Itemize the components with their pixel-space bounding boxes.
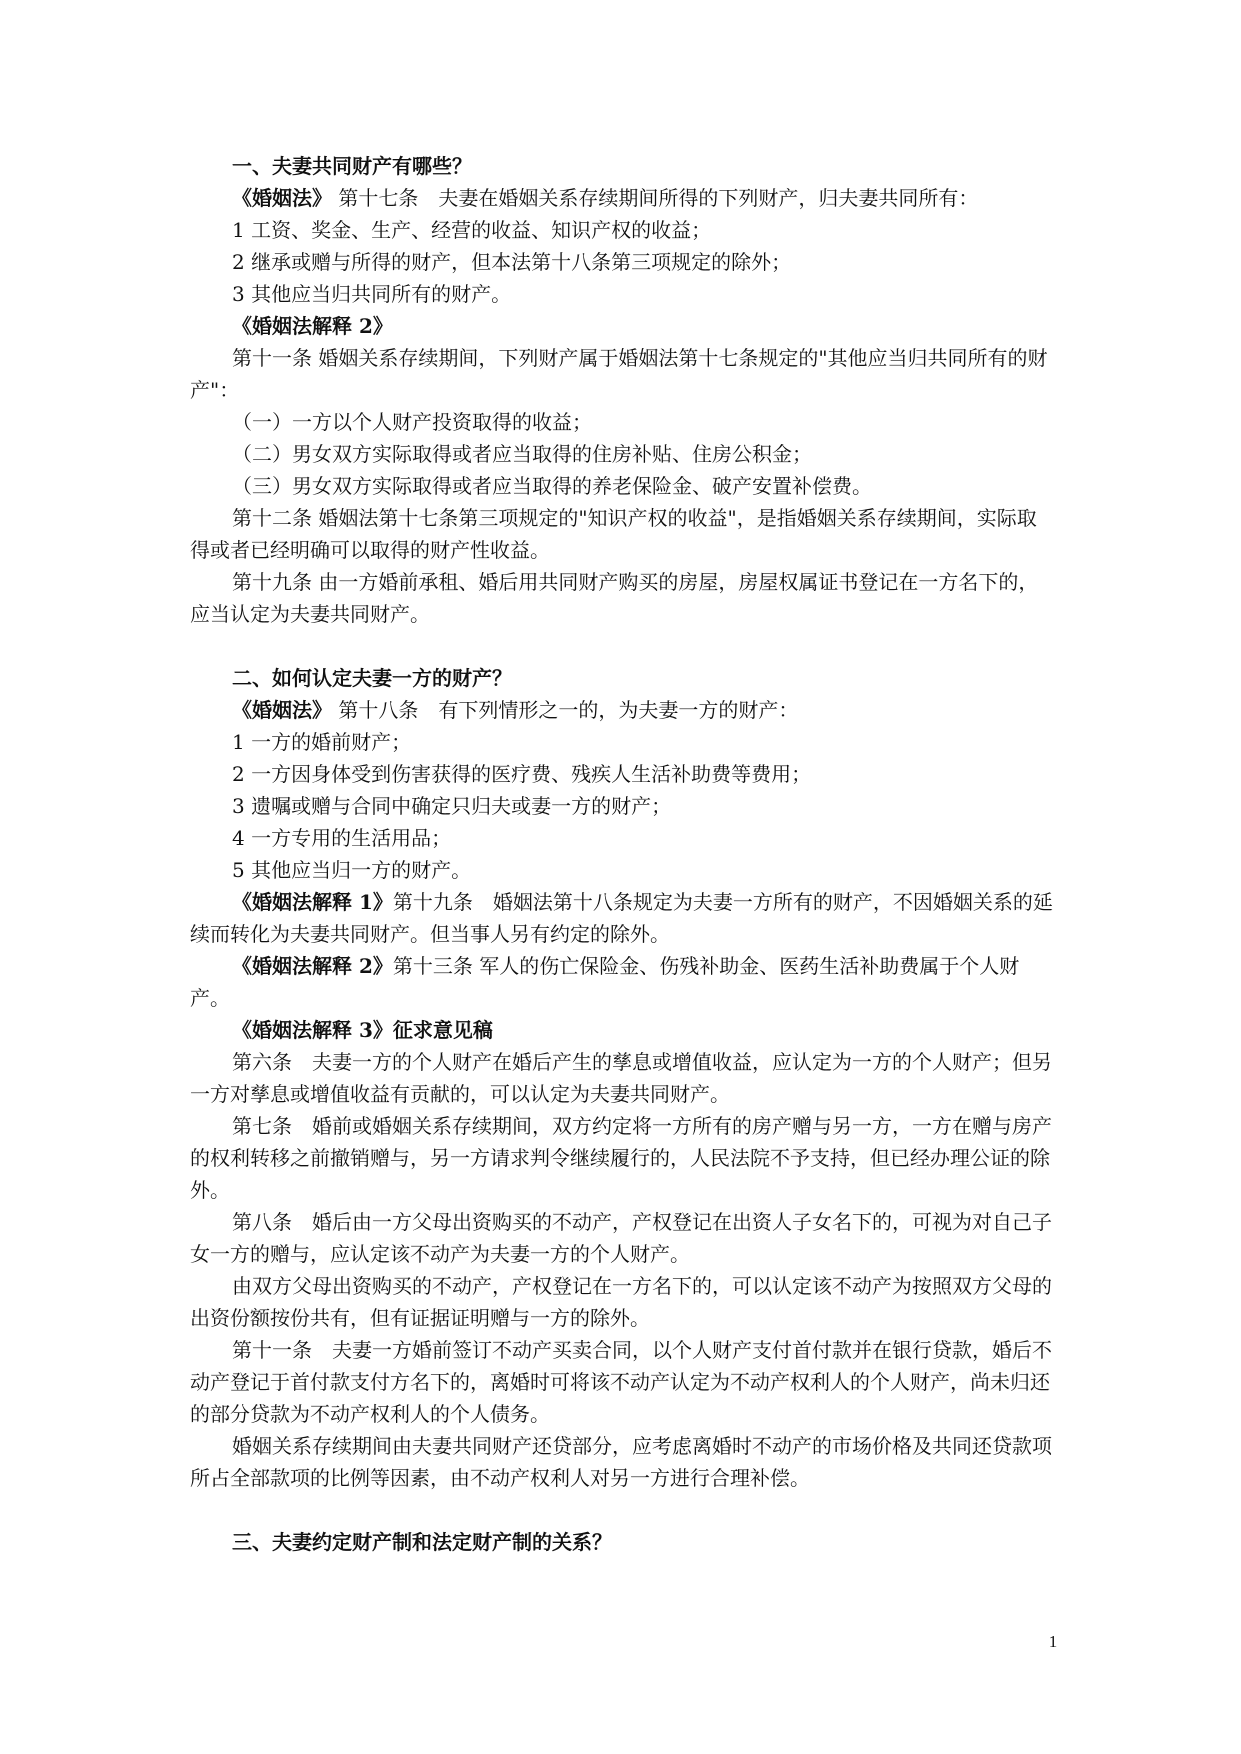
list-item: 4 一方专用的生活用品； (232, 826, 452, 850)
page-number: 1 (1048, 1632, 1058, 1651)
section-1-heading: 一、夫妻共同财产有哪些？ (232, 154, 472, 178)
article-paragraph: 第六条 夫妻一方的个人财产在婚后产生的孳息或增值收益，应认定为一方的个人财产；但另一方对孳息或增值收益有贡献的，可以认定为夫妻共同财产。 (190, 1050, 1052, 1106)
interpretation-1-text: 第十九条 婚姻法第十八条规定为夫妻一方所有的财产，不因婚姻关系的延续而转化为夫妻共同财产。但当事人另有约定的除外。 (190, 890, 1053, 946)
law-article-18 (190, 694, 1054, 726)
list-item: 1 工资、奖金、生产、经营的收益、知识产权的收益； (232, 218, 712, 242)
article-11-paragraph: 第十一条 婚姻关系存续期间，下列财产属于婚姻法第十七条规定的"其他应当归共同所有的财产"： (190, 346, 1048, 402)
interpretation-3-title: 《婚姻法解释 3》征求意见稿 (232, 1018, 493, 1042)
list-item: 3 其他应当归共同所有的财产。 (232, 282, 512, 306)
interpretation-1-source: 《婚姻法解释 1》 (232, 890, 393, 914)
list-item: （二）男女双方实际取得或者应当取得的住房补贴、住房公积金； (232, 442, 812, 466)
document-body (190, 150, 1054, 1558)
interpretation-2-source: 《婚姻法解释 2》 (232, 954, 393, 978)
article-paragraph: 婚姻关系存续期间由夫妻共同财产还贷部分，应考虑离婚时不动产的市场价格及共同还贷款项所占全部款项的比例等因素，由不动产权利人对另一方进行合理补偿。 (190, 1434, 1052, 1490)
list-item: 1 一方的婚前财产； (232, 730, 412, 754)
interpretation-2-paragraph (190, 950, 1054, 1014)
law-source: 《婚姻法》 (232, 186, 332, 210)
list-item: （三）男女双方实际取得或者应当取得的养老保险金、破产安置补偿费。 (232, 474, 872, 498)
article-paragraph: 由双方父母出资购买的不动产，产权登记在一方名下的，可以认定该不动产为按照双方父母的出资份额按份共有，但有证据证明赠与一方的除外。 (190, 1274, 1052, 1330)
section-spacer (190, 630, 1054, 662)
article-12-paragraph: 第十二条 婚姻法第十七条第三项规定的"知识产权的收益"，是指婚姻关系存续期间，实际取得或者已经明确可以取得的财产性收益。 (190, 506, 1037, 562)
interpretation-2-title: 《婚姻法解释 2》 (232, 314, 393, 338)
article-paragraph: 第八条 婚后由一方父母出资购买的不动产，产权登记在出资人子女名下的，可视为对自己子女一方的赠与，应认定该不动产为夫妻一方的个人财产。 (190, 1210, 1052, 1266)
article-paragraph: 第十一条 夫妻一方婚前签订不动产买卖合同，以个人财产支付首付款并在银行贷款，婚后不动产登记于首付款支付方名下的，离婚时可将该不动产认定为不动产权利人的个人财产，尚未归还的部分贷款为不动产权利人的个人债务。 (190, 1338, 1052, 1426)
article-paragraph: 第七条 婚前或婚姻关系存续期间，双方约定将一方所有的房产赠与另一方，一方在赠与房产的权利转移之前撤销赠与，另一方请求判令继续履行的，人民法院不予支持，但已经办理公证的除外。 (190, 1114, 1052, 1202)
article-19-paragraph: 第十九条 由一方婚前承租、婚后用共同财产购买的房屋，房屋权属证书登记在一方名下的，应当认定为夫妻共同财产。 (190, 570, 1039, 626)
list-item: 2 继承或赠与所得的财产，但本法第十八条第三项规定的除外； (232, 250, 792, 274)
list-item: 5 其他应当归一方的财产。 (232, 858, 472, 882)
law-article-17 (190, 182, 1054, 214)
law-article-text: 第十七条 夫妻在婚姻关系存续期间所得的下列财产，归夫妻共同所有： (338, 186, 979, 210)
law-article-text: 第十八条 有下列情形之一的，为夫妻一方的财产： (338, 698, 799, 722)
section-3-heading: 三、夫妻约定财产制和法定财产制的关系？ (232, 1530, 612, 1554)
law-source: 《婚姻法》 (232, 698, 332, 722)
list-item: 2 一方因身体受到伤害获得的医疗费、残疾人生活补助费等费用； (232, 762, 812, 786)
section-spacer (190, 1494, 1054, 1526)
interpretation-1-paragraph (190, 886, 1054, 950)
section-2-heading: 二、如何认定夫妻一方的财产？ (232, 666, 512, 690)
list-item: （一）一方以个人财产投资取得的收益； (232, 410, 592, 434)
list-item: 3 遗嘱或赠与合同中确定只归夫或妻一方的财产； (232, 794, 672, 818)
interpretation-2-text: 第十三条 军人的伤亡保险金、伤残补助金、医药生活补助费属于个人财产。 (190, 954, 1020, 1010)
